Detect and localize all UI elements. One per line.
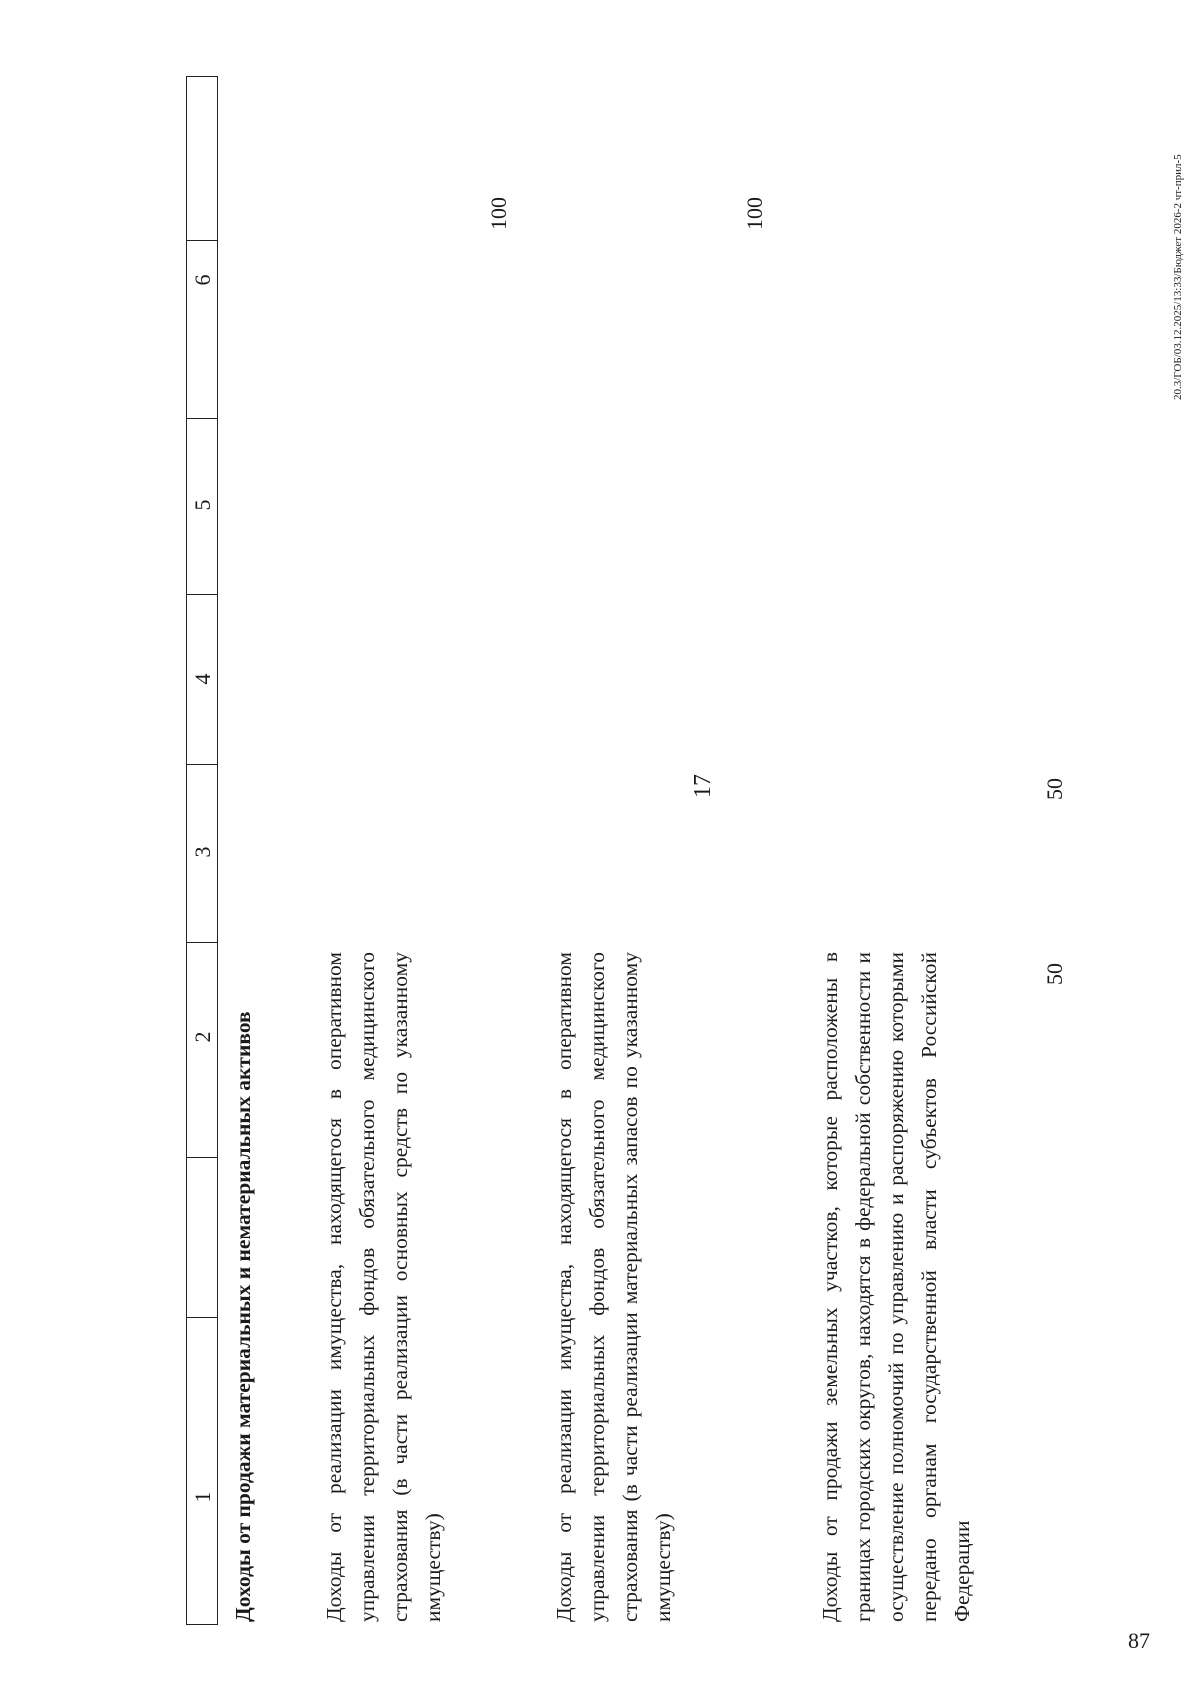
page-number-top: 17 <box>690 774 716 798</box>
column-number-4: 4 <box>190 673 215 685</box>
row-value-material-reserves-col6: 100 <box>742 197 767 230</box>
row-text-material-reserves: Доходы от реализации имущества, находящегося в оперативном управлении территориальных фондов обязательного медицинского страхования (в части реализации материальных запасов по указанному имуществу) <box>552 952 675 1622</box>
document-stamp: 20.3/ГОБ/03.12.2025/13:33/Бюджет 2026-2 чт-прил-5 <box>1172 154 1184 400</box>
row-heading-material-assets: Доходы от продажи материальных и нематериальных активов <box>231 1011 255 1622</box>
row-text-fixed-assets: Доходы от реализации имущества, находящегося в оперативном управлении территориальных фондов обязательного медицинского страхования (в части реализации основных средств по указанному имуществу) <box>322 952 445 1622</box>
row-value-land-plots-col2: 50 <box>1042 963 1067 985</box>
column-number-6: 6 <box>190 274 215 286</box>
column-number-1: 1 <box>190 1491 215 1503</box>
row-value-land-plots-col3: 50 <box>1042 778 1067 800</box>
row-text-land-plots: Доходы от продажи земельных участков, которые расположены в границах городских округов, находятся в федеральной собственности и осуществление полномочий по управлению и распоряжению которыми передано органам государственной власти субъектов Российской Федерации <box>818 952 974 1622</box>
column-header-band <box>186 76 218 1625</box>
column-number-5: 5 <box>190 499 215 511</box>
column-number-3: 3 <box>190 846 215 858</box>
column-number-2: 2 <box>190 1031 215 1043</box>
page-number-bottom: 87 <box>1128 1628 1150 1653</box>
row-value-fixed-assets-col6: 100 <box>486 197 511 230</box>
